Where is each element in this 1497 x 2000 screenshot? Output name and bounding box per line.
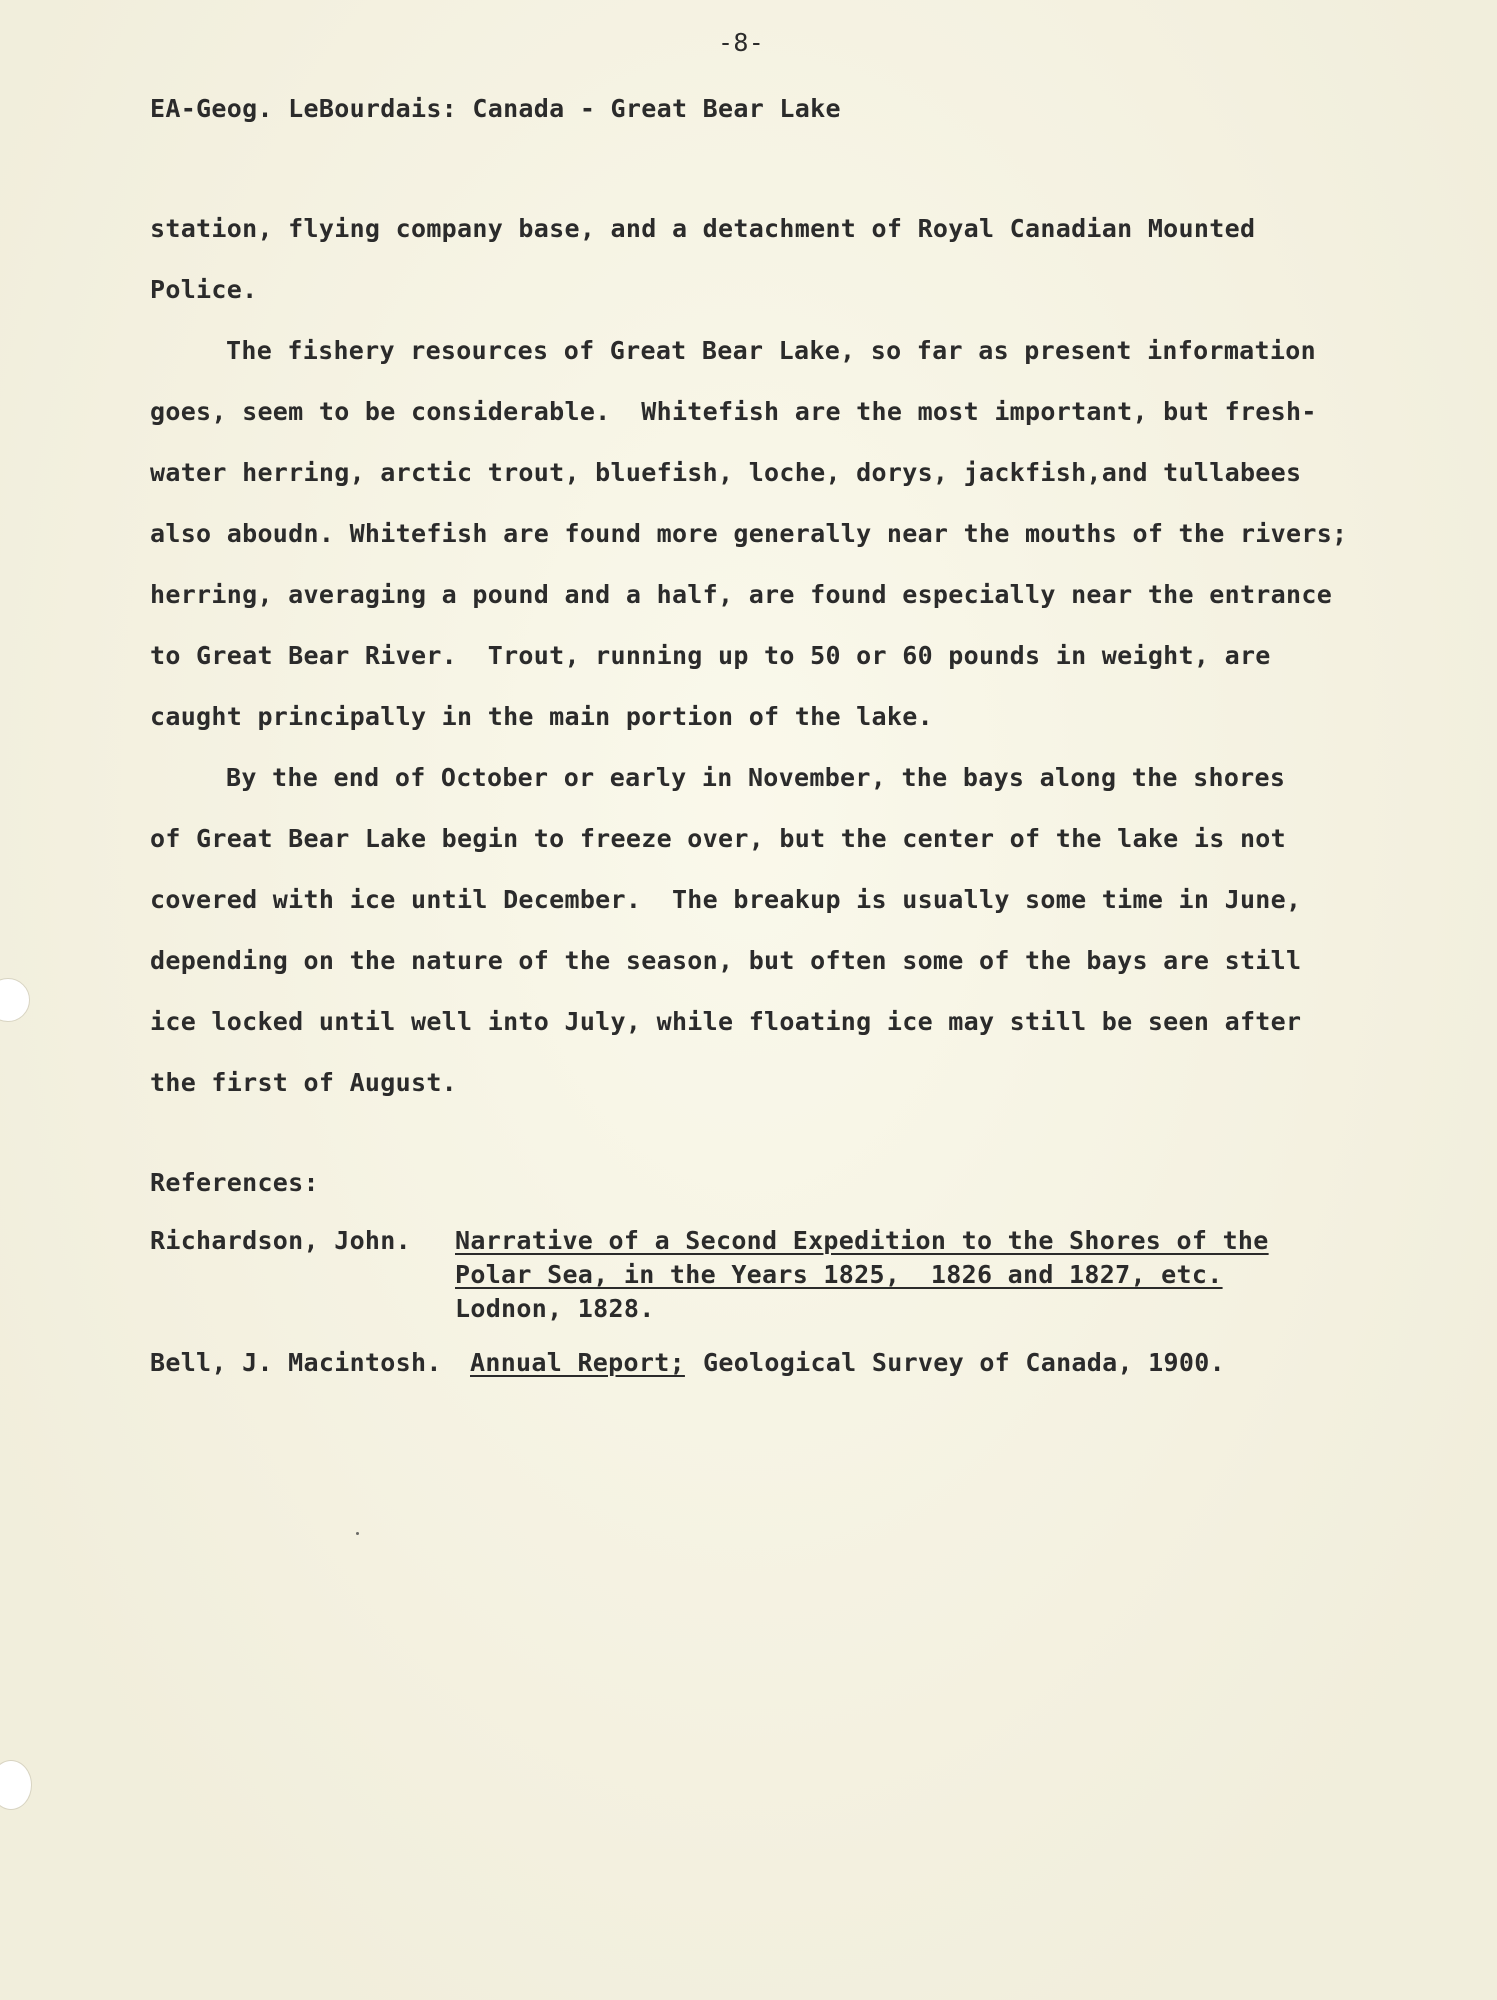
paper-speck [356,1532,359,1535]
reference-author: Richardson, John. [150,1226,411,1255]
reference-author: Bell, J. Macintosh. [150,1348,442,1377]
reference-title: Annual Report; [470,1348,685,1377]
body-line: station, flying company base, and a detachment of Royal Canadian Mounted [150,214,1256,243]
reference-imprint: Geological Survey of Canada, 1900. [703,1348,1225,1377]
body-line: the first of August. [150,1068,458,1097]
body-line: covered with ice until December. The breakup is usually some time in June, [150,885,1302,914]
body-line: depending on the nature of the season, but often some of the bays are still [150,946,1302,975]
body-line: water herring, arctic trout, bluefish, loche, dorys, jackfish,and tullabees [150,458,1302,487]
punch-hole [0,1760,32,1810]
body-line: also aboudn. Whitefish are found more generally near the mouths of the rivers; [150,519,1348,548]
reference-title: Polar Sea, in the Years 1825, 1826 and 1827, etc. [455,1260,1223,1289]
body-line: Police. [150,275,258,304]
body-line: herring, averaging a pound and a half, are found especially near the entrance [150,580,1333,609]
body-line: goes, seem to be considerable. Whitefish are the most important, but fresh- [150,397,1317,426]
body-line: The fishery resources of Great Bear Lake, so far as present information [226,336,1316,365]
body-line: By the end of October or early in November, the bays along the shores [226,763,1286,792]
punch-hole [0,978,30,1022]
references-heading: References: [150,1168,319,1197]
body-line: ice locked until well into July, while floating ice may still be seen after [150,1007,1302,1036]
reference-title: Narrative of a Second Expedition to the Shores of the [455,1226,1269,1255]
reference-imprint: Lodnon, 1828. [455,1294,655,1323]
body-line: caught principally in the main portion of the lake. [150,702,933,731]
body-line: of Great Bear Lake begin to freeze over, but the center of the lake is not [150,824,1286,853]
page-number: -8- [718,28,765,57]
body-line: to Great Bear River. Trout, running up to 50 or 60 pounds in weight, are [150,641,1271,670]
running-head: EA-Geog. LeBourdais: Canada - Great Bear Lake [150,94,841,123]
